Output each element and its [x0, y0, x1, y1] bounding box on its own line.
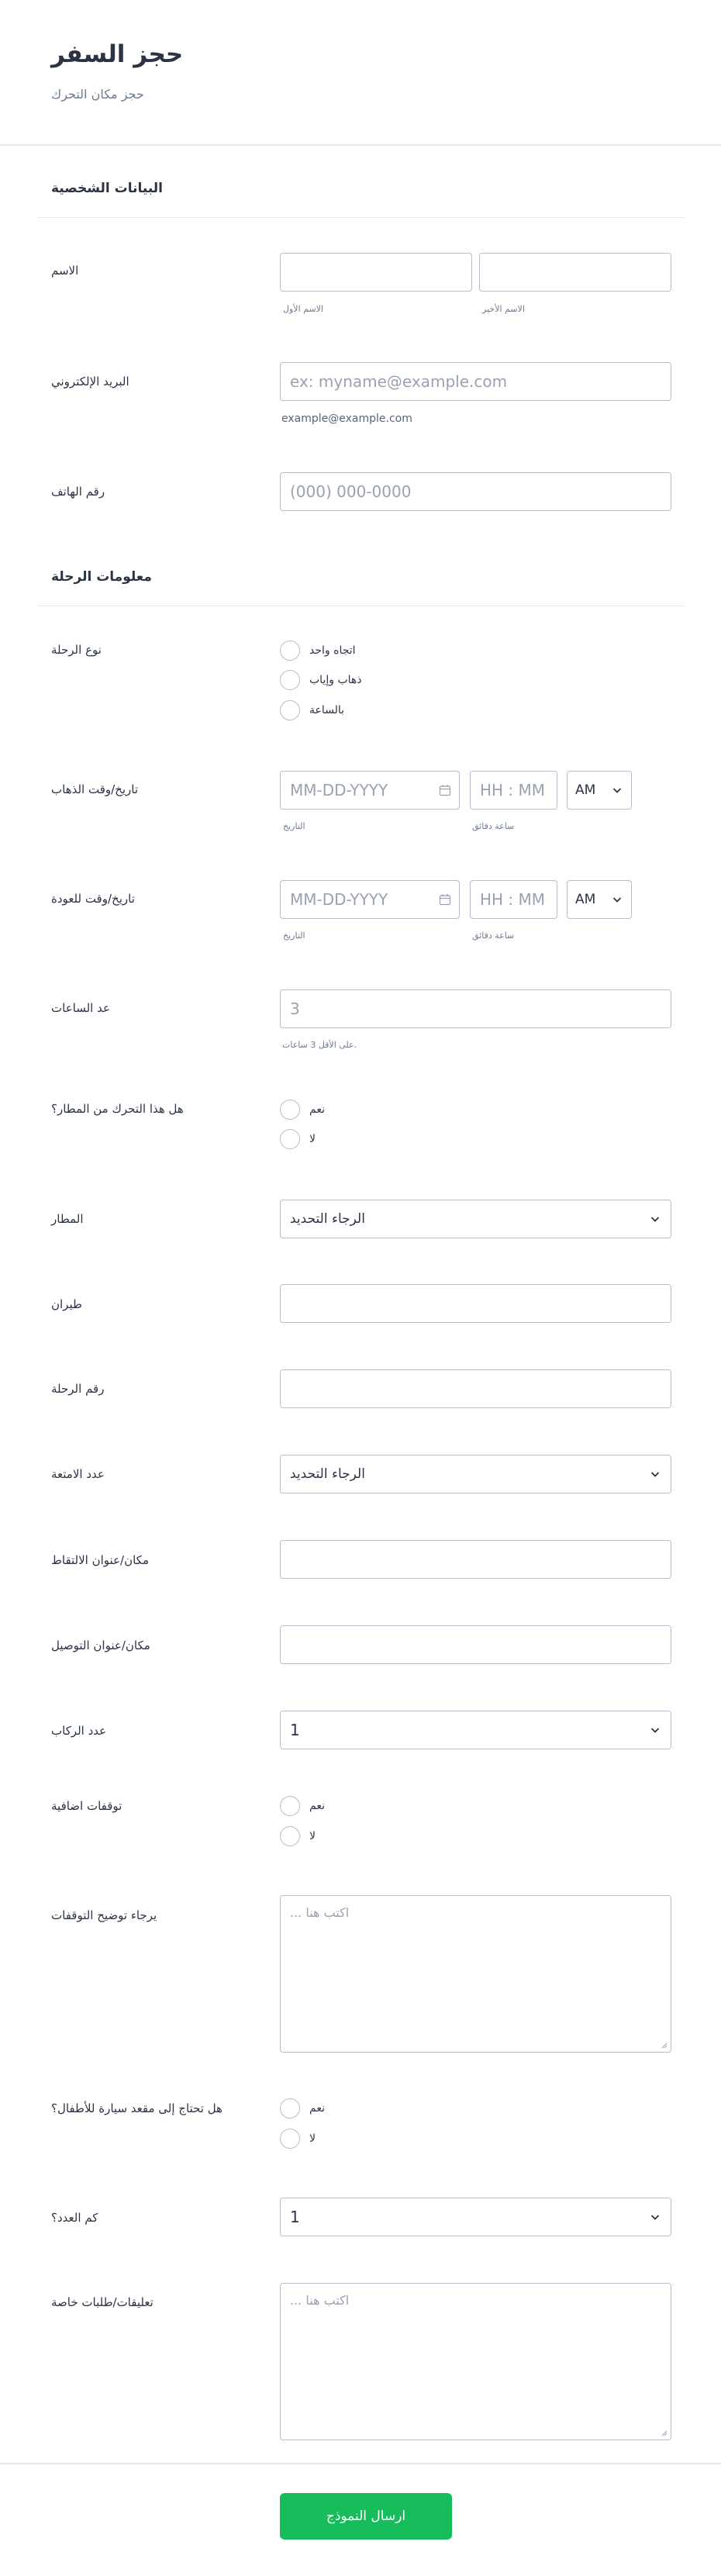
luggage-select[interactable] — [280, 1455, 671, 1493]
first-name-input[interactable] — [280, 253, 472, 292]
passengers-select[interactable] — [280, 1711, 671, 1749]
chevron-down-icon — [649, 1724, 661, 1736]
resize-grip-icon[interactable] — [660, 2429, 668, 2436]
date-placeholder: MM-DD-YYYY — [290, 890, 388, 909]
child-seat-label: هل تحتاج إلى مقعد سيارة للأطفال؟ — [51, 2101, 223, 2115]
textarea-placeholder: ... اكتب هنا — [290, 1905, 350, 1920]
phone-label: رقم الهاتف — [51, 485, 105, 499]
phone-input[interactable]: (000) 000-0000 — [280, 472, 671, 511]
radio-circle[interactable] — [280, 1129, 300, 1149]
departure-time-hint: ساعة دقائق — [472, 821, 515, 831]
departure-ampm-select[interactable] — [567, 771, 632, 810]
date-placeholder: MM-DD-YYYY — [290, 781, 388, 799]
return-date-hint: التاريخ — [283, 931, 305, 941]
stops-label: توقفات اضافية — [51, 1799, 122, 1813]
select-value: 1 — [290, 1721, 300, 1739]
radio-label: اتجاه واحد — [309, 644, 356, 657]
section-heading-trip: معلومات الرحلة — [51, 569, 152, 585]
radio-label: نعم — [309, 2102, 325, 2115]
hours-hint: على الأقل 3 ساعات. — [282, 1040, 357, 1050]
radio-circle[interactable] — [280, 2098, 300, 2118]
stops-description-textarea[interactable] — [280, 1895, 671, 2053]
radio-one-way[interactable] — [280, 641, 356, 661]
passengers-label: عدد الركاب — [51, 1724, 107, 1738]
pickup-label: مكان/عنوان الالتقاط — [51, 1553, 149, 1567]
trip-type-label: نوع الرحلة — [51, 643, 102, 657]
departure-date-input[interactable] — [280, 771, 460, 810]
ampm-value: AM — [575, 892, 596, 907]
section-heading-personal: البيانات الشخصية — [51, 181, 164, 196]
calendar-icon[interactable] — [439, 784, 451, 796]
email-input[interactable]: ex: myname@example.com — [280, 362, 671, 401]
name-label: الاسم — [51, 264, 79, 278]
return-ampm-select[interactable] — [567, 880, 632, 919]
radio-circle[interactable] — [280, 1100, 300, 1120]
departure-time-input[interactable]: HH : MM — [470, 771, 557, 810]
last-name-hint: الاسم الأخير — [482, 304, 525, 314]
radio-hourly[interactable] — [280, 700, 344, 720]
radio-child-no[interactable] — [280, 2129, 316, 2149]
luggage-label: عدد الامتعة — [51, 1467, 105, 1481]
child-count-label: كم العدد؟ — [51, 2211, 98, 2225]
radio-circle[interactable] — [280, 1826, 300, 1846]
radio-circle[interactable] — [280, 2129, 300, 2149]
radio-circle[interactable] — [280, 670, 300, 690]
radio-airport-yes[interactable] — [280, 1100, 325, 1120]
radio-circle[interactable] — [280, 641, 300, 661]
select-value: 1 — [290, 2208, 300, 2226]
calendar-icon[interactable] — [439, 893, 451, 906]
last-name-input[interactable] — [479, 253, 671, 292]
radio-stops-yes[interactable] — [280, 1796, 325, 1816]
comments-textarea[interactable] — [280, 2283, 671, 2440]
departure-date-hint: التاريخ — [283, 821, 305, 831]
chevron-down-icon — [611, 893, 623, 906]
radio-stops-no[interactable] — [280, 1826, 316, 1846]
submit-button[interactable]: ارسال النموذج — [280, 2493, 452, 2540]
radio-label: ذهاب وإياب — [309, 674, 362, 686]
select-value: الرجاء التحديد — [290, 1211, 365, 1227]
page-title: حجز السفر — [51, 40, 184, 68]
ampm-value: AM — [575, 782, 596, 798]
stops-description-label: يرجاء توضيح التوقفات — [51, 1908, 157, 1922]
radio-circle[interactable] — [280, 700, 300, 720]
radio-airport-no[interactable] — [280, 1129, 316, 1149]
airport-label: المطار — [51, 1212, 84, 1226]
chevron-down-icon — [649, 1468, 661, 1480]
select-value: الرجاء التحديد — [290, 1466, 365, 1482]
return-time-hint: ساعة دقائق — [472, 931, 515, 941]
form-header — [0, 0, 721, 146]
airport-select[interactable] — [280, 1200, 671, 1238]
email-hint: example@example.com — [281, 413, 412, 425]
flight-number-label: رقم الرحلة — [51, 1382, 105, 1396]
return-date-input[interactable] — [280, 880, 460, 919]
flight-number-input[interactable] — [280, 1369, 671, 1408]
dropoff-label: مكان/عنوان التوصيل — [51, 1638, 150, 1652]
radio-child-yes[interactable] — [280, 2098, 325, 2118]
chevron-down-icon — [649, 1213, 661, 1225]
airline-label: طيران — [51, 1297, 82, 1311]
radio-label: لا — [309, 2132, 316, 2145]
radio-circle[interactable] — [280, 1796, 300, 1816]
return-time-input[interactable]: HH : MM — [470, 880, 557, 919]
textarea-placeholder: ... اكتب هنا — [290, 2293, 350, 2308]
departure-label: تاريخ/وقت الذهاب — [51, 782, 139, 796]
return-label: تاريخ/وقت للعودة — [51, 892, 135, 906]
radio-label: نعم — [309, 1103, 325, 1116]
chevron-down-icon — [611, 784, 623, 796]
hours-label: عد الساعات — [51, 1001, 110, 1015]
radio-label: نعم — [309, 1800, 325, 1812]
comments-label: تعليقات/طلبات خاصة — [51, 2295, 154, 2309]
radio-round-trip[interactable] — [280, 670, 362, 690]
email-label: البريد الإلكتروني — [51, 375, 129, 388]
radio-label: لا — [309, 1133, 316, 1145]
pickup-input[interactable] — [280, 1540, 671, 1579]
radio-label: بالساعة — [309, 704, 345, 717]
airline-input[interactable] — [280, 1284, 671, 1323]
first-name-hint: الاسم الأول — [283, 304, 323, 314]
radio-label: لا — [309, 1830, 316, 1842]
section-divider — [37, 217, 684, 218]
page-subtitle: حجز مكان التحرك — [51, 87, 144, 102]
chevron-down-icon — [649, 2211, 661, 2223]
airport-trip-label: هل هذا التحرك من المطار؟ — [51, 1102, 184, 1116]
child-count-select[interactable] — [280, 2198, 671, 2236]
hours-input[interactable]: 3 — [280, 989, 671, 1028]
resize-grip-icon[interactable] — [660, 2041, 668, 2049]
dropoff-input[interactable] — [280, 1625, 671, 1664]
